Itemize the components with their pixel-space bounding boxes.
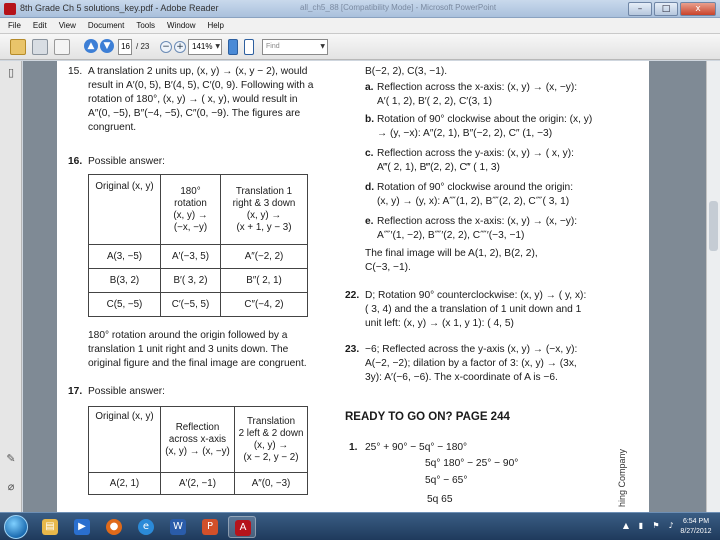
volume-icon[interactable]: ♪	[668, 521, 674, 530]
text-line: 180° rotation around the origin followed by a	[88, 330, 288, 341]
start-button[interactable]	[4, 515, 28, 539]
taskbar-internet-explorer[interactable]	[132, 516, 160, 538]
menu-help[interactable]: Help	[207, 21, 224, 30]
system-tray	[621, 521, 676, 531]
item-letter: b.	[365, 114, 375, 125]
header-text: right & 3 down	[232, 197, 296, 209]
table-header	[161, 175, 221, 245]
header-text: Translation	[246, 415, 296, 427]
document-view[interactable]	[23, 61, 720, 512]
open-folder-icon[interactable]	[10, 39, 26, 55]
header-text: 180°	[180, 185, 201, 197]
taskbar-firefox[interactable]	[100, 516, 128, 538]
find-placeholder: Find	[266, 43, 280, 50]
firefox-icon: ●	[106, 519, 122, 535]
item-letter: d.	[365, 182, 375, 193]
problem-number: 17.	[68, 386, 83, 397]
title-bar	[0, 0, 720, 18]
header-text: (x, y) →	[246, 209, 282, 221]
table-header	[89, 407, 161, 473]
minimize-button[interactable]: –	[628, 2, 652, 16]
table-cell: A′(−3, 5)	[161, 245, 221, 269]
solution-table	[88, 174, 308, 317]
text-line: translation 1 unit right and 3 units down. The	[88, 344, 289, 355]
table-cell: B′( 3, 2)	[161, 269, 221, 293]
text-line: Reflection across the y-axis: (x, y) → ( x, y):	[377, 148, 574, 159]
header-text: across x-axis	[168, 433, 227, 445]
print-icon[interactable]	[32, 39, 48, 55]
taskbar-powerpoint[interactable]	[196, 516, 224, 538]
taskbar-word[interactable]	[164, 516, 192, 538]
previous-page-icon[interactable]: ▲	[84, 39, 98, 53]
zoom-in-button[interactable]: +	[174, 41, 186, 53]
flag-icon[interactable]: ⚑	[652, 521, 660, 530]
header-text: (x + 1, y − 3)	[236, 221, 292, 233]
header-text: Translation 1	[235, 185, 293, 197]
background-window-title: all_ch5_88 [Compatibility Mode] - Microsoft PowerPoint	[300, 3, 497, 12]
page-total: / 23	[136, 42, 150, 51]
publisher-side-text: hing Company	[617, 448, 627, 507]
fit-page-icon[interactable]	[228, 39, 238, 55]
header-text: rotation	[174, 197, 207, 209]
next-page-icon[interactable]: ▼	[100, 39, 114, 53]
maximize-button[interactable]: □	[654, 2, 678, 16]
section-heading: READY TO GO ON? PAGE 244	[345, 411, 510, 423]
item-letter: e.	[365, 216, 374, 227]
table-row	[89, 473, 308, 495]
text-line: The final image will be A(1, 2), B(2, 2),	[365, 248, 538, 259]
text-line: B(−2, 2), C(3, −1).	[365, 66, 448, 77]
header-text: Reflection	[175, 421, 220, 433]
solution-table	[88, 406, 308, 495]
menu-window[interactable]: Window	[167, 21, 196, 30]
header-text: 2 left & 2 down	[238, 427, 304, 439]
table-header	[221, 175, 308, 245]
table-cell: C″(−4, 2)	[221, 293, 308, 317]
adobe-reader-icon	[4, 3, 16, 15]
vertical-scrollbar[interactable]	[706, 61, 720, 512]
scrollbar-thumb[interactable]	[709, 201, 718, 251]
close-button[interactable]: x	[680, 2, 716, 16]
zoom-select[interactable]	[188, 39, 222, 55]
header-text: Original (x, y)	[95, 181, 154, 192]
email-icon[interactable]	[54, 39, 70, 55]
text-line: unit left: (x, y) → (x 1, y 1): ( 4, 5)	[365, 318, 514, 329]
header-text: Original (x, y)	[95, 411, 154, 422]
text-line: Rotation of 90° clockwise around the origin:	[377, 182, 574, 193]
text-line: 3y): A′(−6, −6). The x-coordinate of A is −6.	[365, 372, 558, 383]
pages-icon[interactable]: ▯	[7, 66, 15, 79]
text-line: A′( 1, 2), B′( 2, 2), C′(3, 1)	[377, 96, 492, 107]
arrow-up-icon[interactable]: ▲	[622, 521, 630, 530]
text-line: A translation 2 units up, (x, y) → (x, y − 2), would	[88, 66, 308, 77]
zoom-out-button[interactable]: −	[160, 41, 172, 53]
table-cell: A(3, −5)	[89, 245, 161, 269]
pdf-page	[57, 61, 649, 512]
table-cell: C′(−5, 5)	[161, 293, 221, 317]
toolbar	[0, 34, 720, 60]
text-line: result in A′(0, 5), B′(4, 5), C′(0, 9). Following with a	[88, 80, 314, 91]
chevron-down-icon: ▼	[320, 43, 325, 50]
problem-heading: Possible answer:	[88, 386, 166, 397]
taskbar-explorer[interactable]	[36, 516, 64, 538]
text-line: D; Rotation 90° counterclockwise: (x, y) → ( y, x):	[365, 290, 587, 301]
text-line: C(−3, −1).	[365, 262, 411, 273]
header-text: (x − 2, y − 2)	[243, 451, 299, 463]
problem-number: 23.	[345, 344, 360, 355]
header-text: (x, y) →	[253, 439, 289, 451]
text-line: rotation of 180°, (x, y) → ( x, y), would result in	[88, 94, 298, 105]
table-header	[89, 175, 161, 245]
taskbar	[0, 512, 720, 540]
text-line: −6; Reflected across the y-axis (x, y) → (−x, y):	[365, 344, 578, 355]
text-line: 5q° − 65°	[425, 475, 468, 486]
chevron-down-icon: ▼	[215, 43, 220, 50]
menu-bar	[0, 18, 720, 34]
menu-document[interactable]: Document	[87, 21, 125, 30]
problem-number: 15.	[68, 66, 83, 77]
table-cell: A′(2, −1)	[161, 473, 235, 495]
text-line: 5q° 180° − 25° − 90°	[425, 458, 519, 469]
clock-date: 8/27/2012	[680, 528, 712, 535]
taskbar-media-player[interactable]	[68, 516, 96, 538]
table-header	[161, 407, 235, 473]
text-line: (x, y) → (y, x): A⁗(1, 2), B⁗(2, 2), C⁗( 3, 1)	[377, 196, 570, 207]
menu-tools[interactable]: Tools	[136, 21, 156, 30]
fit-width-icon[interactable]	[244, 39, 254, 55]
text-line: congruent.	[88, 122, 137, 133]
item-letter: a.	[365, 82, 374, 93]
table-cell: C(5, −5)	[89, 293, 161, 317]
text-line: A(−2, −2); dilation by a factor of 3: (x, y) → (3x,	[365, 358, 577, 369]
problem-number: 1.	[349, 442, 358, 453]
table-header	[235, 407, 308, 473]
comment-icon[interactable]: ✎	[6, 452, 16, 465]
internet-explorer-icon: e	[138, 519, 154, 535]
window-title: 8th Grade Ch 5 solutions_key.pdf - Adobe Reader	[20, 3, 219, 13]
adobe-reader-icon: A	[235, 520, 251, 536]
clock-time: 6:54 PM	[682, 518, 710, 525]
text-line: Reflection across the x-axis: (x, y) → (x, −y):	[377, 82, 578, 93]
text-line: 5q 65	[427, 494, 453, 505]
table-cell: A(2, 1)	[89, 473, 161, 495]
text-line: Rotation of 90° clockwise about the origin: (x, y)	[377, 114, 593, 125]
attachment-icon[interactable]: ⌀	[7, 480, 15, 493]
menu-edit[interactable]: Edit	[32, 21, 47, 30]
table-cell: A″(0, −3)	[235, 473, 308, 495]
text-line: 25° + 90° − 5q° − 180°	[365, 442, 468, 453]
problem-number: 16.	[68, 156, 83, 167]
folder-icon: ▤	[42, 519, 58, 535]
page-number-input[interactable]: 16	[118, 39, 132, 55]
text-line: ( 3, 4) and the a translation of 1 unit down and 1	[365, 304, 582, 315]
table-row	[89, 293, 308, 317]
network-icon[interactable]: ▮	[638, 521, 644, 530]
navigation-panel	[0, 61, 22, 512]
problem-number: 22.	[345, 290, 360, 301]
menu-file[interactable]: File	[8, 21, 21, 30]
text-line: A‴( 2, 1), B‴(2, 2), C‴ ( 1, 3)	[377, 162, 500, 173]
word-icon: W	[170, 519, 186, 535]
find-input[interactable]	[262, 39, 328, 55]
text-line: → (y, −x): A″(2, 1), B″(−2, 2), C″ (1, −3)	[377, 128, 553, 139]
text-line: A⁗′(1, −2), B⁗′(2, 2), C⁗′(−3, −1)	[377, 230, 525, 241]
table-cell: A″(−2, 2)	[221, 245, 308, 269]
text-line: A″(0, −5), B″(−4, −5), C″(0, −9). The figures are	[88, 108, 301, 119]
taskbar-adobe-reader[interactable]	[228, 516, 256, 538]
text-line: original figure and the final image are congruent.	[88, 358, 307, 369]
text-line: Reflection across the x-axis: (x, y) → (x, −y):	[377, 216, 578, 227]
table-cell: B″( 2, 1)	[221, 269, 308, 293]
table-row	[89, 269, 308, 293]
problem-heading: Possible answer:	[88, 156, 166, 167]
header-text: (−x, −y)	[173, 221, 208, 233]
powerpoint-icon: P	[202, 519, 218, 535]
media-player-icon: ▶	[74, 519, 90, 535]
header-text: (x, y) →	[173, 209, 208, 221]
menu-view[interactable]: View	[58, 21, 76, 30]
table-row	[89, 245, 308, 269]
zoom-value: 141%	[192, 42, 213, 51]
item-letter: c.	[365, 148, 374, 159]
header-text: (x, y) → (x, −y)	[165, 445, 230, 457]
clock[interactable]	[676, 517, 716, 537]
table-cell: B(3, 2)	[89, 269, 161, 293]
